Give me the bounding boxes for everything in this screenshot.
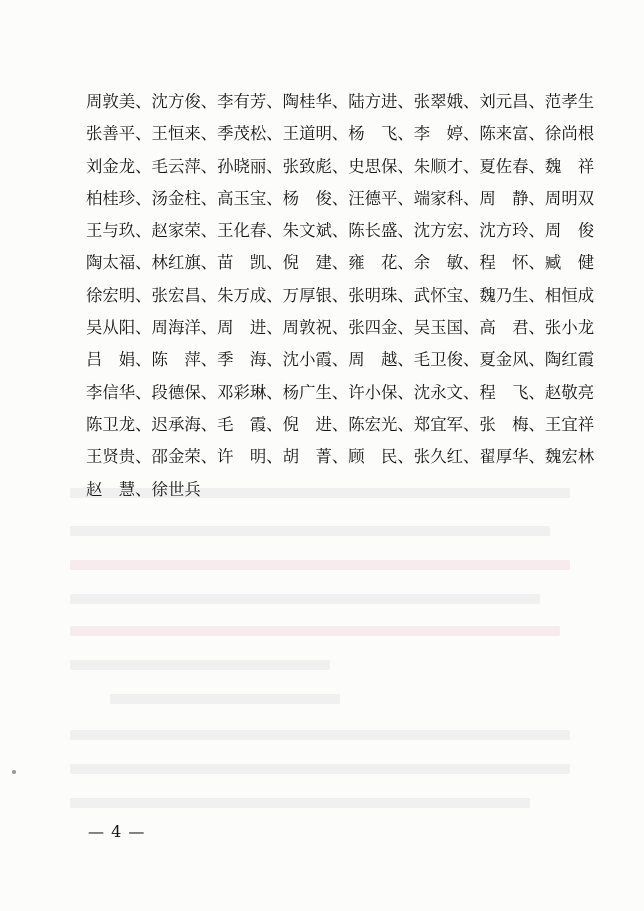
bleed-through-mark xyxy=(110,694,340,704)
name-line: 张善平、王恒来、季茂松、王道明、杨 飞、李 婷、陈来富、徐尚根 xyxy=(86,124,595,144)
bleed-through-mark xyxy=(70,560,570,570)
bleed-through-mark xyxy=(70,526,550,536)
name-line: 王贤贵、邵金荣、许 明、胡 菁、顾 民、张久红、翟厚华、魏宏林 xyxy=(86,447,595,467)
bleed-through-mark xyxy=(70,660,330,670)
scan-speck xyxy=(12,770,16,774)
name-line: 李信华、段德保、邓彩琳、杨广生、许小保、沈永文、程 飞、赵敬亮 xyxy=(86,382,595,402)
name-line: 陈卫龙、迟承海、毛 霞、倪 进、陈宏光、郑宜军、张 梅、王宜祥 xyxy=(86,414,595,434)
bleed-through-mark xyxy=(70,798,530,808)
bleed-through-mark xyxy=(70,626,560,636)
name-line: 赵 慧、徐世兵 xyxy=(86,479,201,499)
name-line: 吕 娟、陈 萍、季 海、沈小霞、周 越、毛卫俊、夏金风、陶红霞 xyxy=(86,350,595,370)
name-line: 周敦美、沈方俊、李有芳、陶桂华、陆方进、张翠娥、刘元昌、范孝生 xyxy=(86,92,595,111)
name-line: 柏桂珍、汤金柱、高玉宝、杨 俊、汪德平、端家科、周 静、周明双 xyxy=(86,188,595,208)
name-line: 刘金龙、毛云萍、孙晓丽、张致彪、史思保、朱顺才、夏佐春、魏 祥 xyxy=(86,156,595,176)
name-list xyxy=(86,86,595,506)
bleed-through-mark xyxy=(70,730,570,740)
name-line: 徐宏明、张宏昌、朱万成、万厚银、张明珠、武怀宝、魏乃生、相恒成 xyxy=(86,285,595,305)
page-number: — 4 — xyxy=(88,822,146,841)
bleed-through-mark xyxy=(70,594,540,604)
bleed-through-mark xyxy=(70,764,570,774)
name-line: 王与玖、赵家荣、王化春、朱文斌、陈长盛、沈方宏、沈方玲、周 俊 xyxy=(86,221,595,241)
name-line: 吴从阳、周海洋、周 进、周敦祝、张四金、吴玉国、高 君、张小龙 xyxy=(86,318,595,338)
name-line: 陶太福、林红旗、苗 凯、倪 建、雍 花、余 敏、程 怀、臧 健 xyxy=(86,253,595,273)
